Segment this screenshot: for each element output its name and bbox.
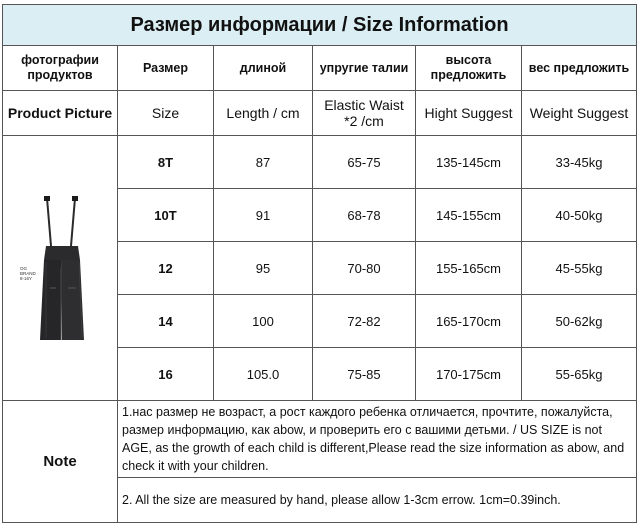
header-en-height-suggest: Hight Suggest bbox=[416, 91, 522, 136]
size-value: 16 bbox=[118, 348, 214, 401]
length-value: 95 bbox=[214, 242, 313, 295]
waist-value: 72-82 bbox=[313, 295, 416, 348]
waist-value: 75-85 bbox=[313, 348, 416, 401]
note-text-2: 2. All the size are measured by hand, please allow 1-3cm errow. 1cm=0.39inch. bbox=[118, 478, 637, 523]
length-value: 105.0 bbox=[214, 348, 313, 401]
size-information-table bbox=[2, 4, 637, 523]
header-en-product-picture: Product Picture bbox=[3, 91, 118, 136]
header-en-length: Length / cm bbox=[214, 91, 313, 136]
table-title: Размер информации / Size Information bbox=[3, 5, 637, 46]
length-value: 87 bbox=[214, 136, 313, 189]
waist-value: 65-75 bbox=[313, 136, 416, 189]
header-ru-product-picture: фотографии продуктов bbox=[3, 46, 118, 91]
height-value: 165-170cm bbox=[416, 295, 522, 348]
header-en-weight-suggest: Weight Suggest bbox=[522, 91, 637, 136]
waist-value: 68-78 bbox=[313, 189, 416, 242]
size-value: 10T bbox=[118, 189, 214, 242]
header-ru-weight-suggest: вес предложить bbox=[522, 46, 637, 91]
snow-bib-pants-icon bbox=[6, 188, 118, 348]
length-value: 91 bbox=[214, 189, 313, 242]
weight-value: 33-45kg bbox=[522, 136, 637, 189]
product-picture-cell bbox=[3, 136, 118, 401]
note-label: Note bbox=[3, 401, 118, 523]
size-value: 12 bbox=[118, 242, 214, 295]
header-en-elastic-waist: Elastic Waist *2 /cm bbox=[313, 91, 416, 136]
length-value: 100 bbox=[214, 295, 313, 348]
height-value: 145-155cm bbox=[416, 189, 522, 242]
size-value: 14 bbox=[118, 295, 214, 348]
header-ru-length: длиной bbox=[214, 46, 313, 91]
height-value: 155-165cm bbox=[416, 242, 522, 295]
table-row bbox=[3, 136, 637, 189]
weight-value: 40-50kg bbox=[522, 189, 637, 242]
header-ru-elastic-waist: упругие талии bbox=[313, 46, 416, 91]
weight-value: 55-65kg bbox=[522, 348, 637, 401]
height-value: 135-145cm bbox=[416, 136, 522, 189]
size-value: 8T bbox=[118, 136, 214, 189]
note-text-1: 1.нас размер не возраст, а рост каждого ребенка отличается, прочтите, пожалуйста, размер информацию, как abow, и проверить его с вашими детьми. / US SIZE is not AGE, as the growth of each child is different,Please read the size information as abow, and check it with your children. bbox=[118, 401, 637, 478]
header-ru-size: Размер bbox=[118, 46, 214, 91]
header-ru-height-suggest: высота предложить bbox=[416, 46, 522, 91]
product-brand-label: OG BRAND 8-16Y bbox=[20, 266, 36, 281]
height-value: 170-175cm bbox=[416, 348, 522, 401]
weight-value: 50-62kg bbox=[522, 295, 637, 348]
weight-value: 45-55kg bbox=[522, 242, 637, 295]
waist-value: 70-80 bbox=[313, 242, 416, 295]
header-en-size: Size bbox=[118, 91, 214, 136]
